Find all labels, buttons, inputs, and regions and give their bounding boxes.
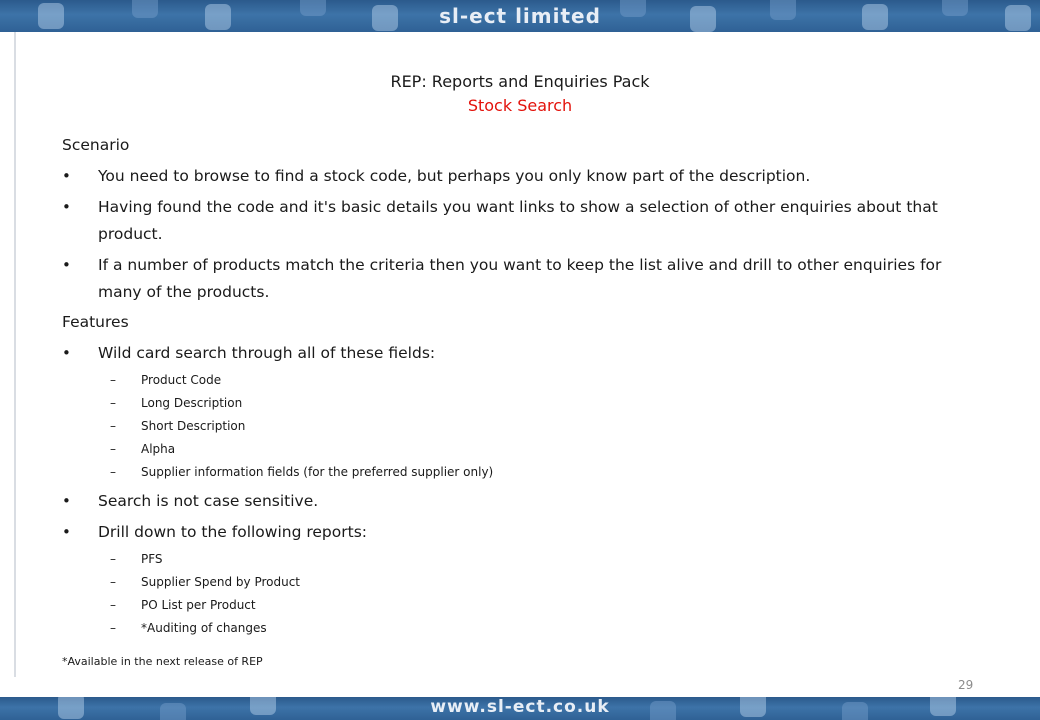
page-number: 29 xyxy=(958,678,974,692)
list-item: – Supplier information fields (for the preferred supplier only) xyxy=(62,461,942,484)
footer-bar xyxy=(0,697,1040,720)
scenario-heading: Scenario xyxy=(62,136,130,154)
footnote: *Available in the next release of REP xyxy=(62,655,263,668)
dash-icon: – xyxy=(110,575,116,589)
scenario-list xyxy=(62,163,942,306)
dash-icon: – xyxy=(110,465,116,479)
bullet-icon: • xyxy=(62,167,71,185)
dash-icon: – xyxy=(110,396,116,410)
drill-reports-list xyxy=(62,548,942,640)
dash-icon: – xyxy=(110,621,116,635)
list-item xyxy=(62,194,942,248)
list-item: – Long Description xyxy=(62,392,942,415)
dash-icon: – xyxy=(110,419,116,433)
slide-title xyxy=(0,70,1040,118)
list-item: – Alpha xyxy=(62,438,942,461)
features-list xyxy=(62,340,942,640)
list-item: – *Auditing of changes xyxy=(62,617,942,640)
list-item: – Supplier Spend by Product xyxy=(62,571,942,594)
dash-icon: – xyxy=(110,598,116,612)
bullet-icon: • xyxy=(62,492,71,510)
bullet-icon: • xyxy=(62,523,71,541)
brand-name: sl-ect limited xyxy=(439,4,601,28)
bullet-icon: • xyxy=(62,198,71,216)
list-item: – Product Code xyxy=(62,369,942,392)
list-item xyxy=(62,488,942,515)
list-item xyxy=(62,519,942,640)
list-item xyxy=(62,340,942,484)
list-item xyxy=(62,163,942,190)
scenario-text: Having found the code and it's basic details you want links to show a selection of other enquiries about that product. xyxy=(98,198,938,243)
dash-icon: – xyxy=(110,442,116,456)
slide-body xyxy=(62,133,942,670)
header-bar xyxy=(0,0,1040,32)
bullet-icon: • xyxy=(62,256,71,274)
list-item xyxy=(62,252,942,306)
left-divider xyxy=(14,32,16,677)
scenario-text: If a number of products match the criteria then you want to keep the list alive and drill to other enquiries for many of the products. xyxy=(98,256,942,301)
scenario-text: You need to browse to find a stock code, but perhaps you only know part of the description. xyxy=(98,167,811,185)
footer-url: www.sl-ect.co.uk xyxy=(430,697,610,717)
feature-text: Search is not case sensitive. xyxy=(98,492,319,510)
search-fields-list xyxy=(62,369,942,484)
feature-text: Drill down to the following reports: xyxy=(98,523,368,541)
bullet-icon: • xyxy=(62,344,71,362)
features-heading: Features xyxy=(62,313,129,331)
list-item: – PO List per Product xyxy=(62,594,942,617)
list-item: – Short Description xyxy=(62,415,942,438)
page-subtitle: Stock Search xyxy=(467,96,573,115)
dash-icon: – xyxy=(110,552,116,566)
page-title: REP: Reports and Enquiries Pack xyxy=(390,72,650,91)
feature-text: Wild card search through all of these fields: xyxy=(98,344,436,362)
list-item: – PFS xyxy=(62,548,942,571)
dash-icon: – xyxy=(110,373,116,387)
